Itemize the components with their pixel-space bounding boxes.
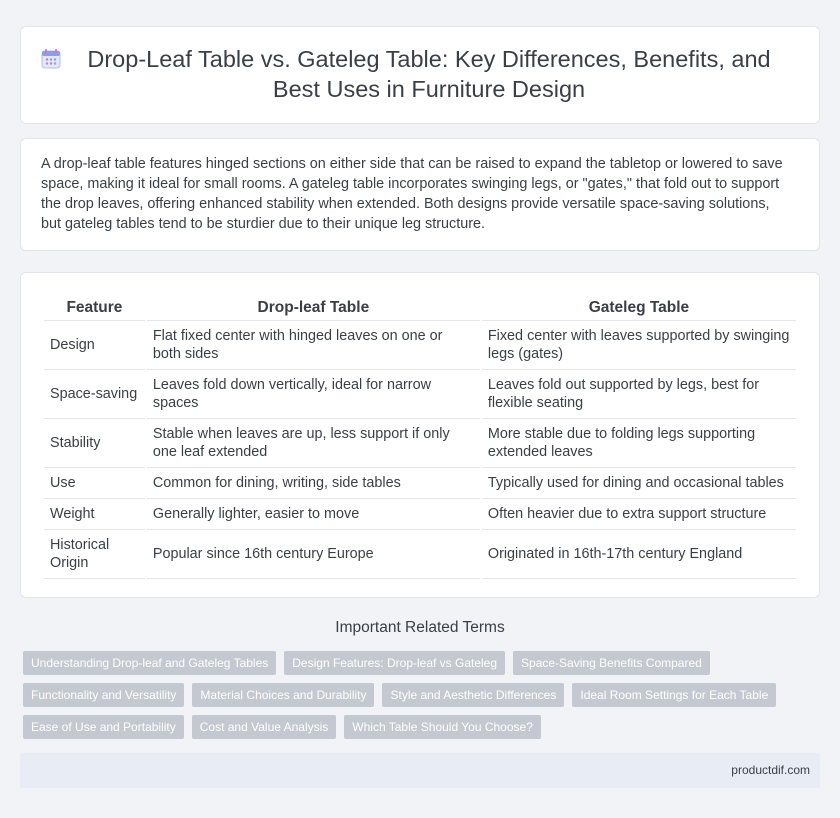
comparison-card: [20, 272, 820, 598]
gateleg-cell: Fixed center with leaves supported by swinging legs (gates): [482, 321, 796, 370]
page-title: Drop-Leaf Table vs. Gateleg Table: Key Differences, Benefits, and Best Uses in Furniture Design: [87, 46, 771, 102]
header-drop-leaf: Drop-leaf Table: [147, 295, 480, 321]
gateleg-cell: Often heavier due to extra support structure: [482, 499, 796, 530]
related-tag[interactable]: Space-Saving Benefits Compared: [513, 651, 710, 675]
table-row: [44, 321, 796, 370]
drop-leaf-cell: Flat fixed center with hinged leaves on one or both sides: [147, 321, 480, 370]
calendar-icon: [40, 48, 62, 70]
header-card: [20, 26, 820, 124]
header-gateleg: Gateleg Table: [482, 295, 796, 321]
gateleg-cell: Leaves fold out supported by legs, best for flexible seating: [482, 370, 796, 419]
feature-cell: Historical Origin: [44, 530, 145, 579]
related-tag[interactable]: Material Choices and Durability: [192, 683, 374, 707]
site-name: productdif.com: [731, 763, 810, 777]
intro-paragraph: A drop-leaf table features hinged sections on either side that can be raised to expand the tabletop or lowered to save space, making it ideal for small rooms. A gateleg table incorporates swinging legs, or "gates," that fold out to support the drop leaves, offering enhanced stability when extended. Both designs provide versatile space-saving solutions, but gateleg tables tend to be sturdier due to their unique leg structure.: [41, 156, 783, 232]
related-tag[interactable]: Ease of Use and Portability: [23, 715, 184, 739]
header-feature: Feature: [44, 295, 145, 321]
table-row: [44, 370, 796, 419]
related-tag[interactable]: Design Features: Drop-leaf vs Gateleg: [284, 651, 505, 675]
related-tag[interactable]: Ideal Room Settings for Each Table: [572, 683, 776, 707]
related-tag[interactable]: Style and Aesthetic Differences: [382, 683, 564, 707]
tag-row: [23, 715, 823, 739]
feature-cell: Use: [44, 468, 145, 499]
gateleg-cell: More stable due to folding legs supporting extended leaves: [482, 419, 796, 468]
related-tag[interactable]: Which Table Should You Choose?: [344, 715, 541, 739]
drop-leaf-cell: Stable when leaves are up, less support if only one leaf extended: [147, 419, 480, 468]
gateleg-cell: Originated in 16th-17th century England: [482, 530, 796, 579]
drop-leaf-cell: Popular since 16th century Europe: [147, 530, 480, 579]
feature-cell: Design: [44, 321, 145, 370]
related-tag[interactable]: Cost and Value Analysis: [192, 715, 337, 739]
gateleg-cell: Typically used for dining and occasional tables: [482, 468, 796, 499]
feature-cell: Stability: [44, 419, 145, 468]
comparison-table: [42, 295, 798, 579]
tag-row: [23, 683, 823, 707]
drop-leaf-cell: Common for dining, writing, side tables: [147, 468, 480, 499]
table-row: [44, 530, 796, 579]
related-terms-list: [23, 651, 823, 747]
tag-row: [23, 651, 823, 675]
table-header-row: [44, 295, 796, 321]
drop-leaf-cell: Leaves fold down vertically, ideal for narrow spaces: [147, 370, 480, 419]
related-tag[interactable]: Functionality and Versatility: [23, 683, 184, 707]
related-tag[interactable]: Understanding Drop-leaf and Gateleg Tables: [23, 651, 276, 675]
feature-cell: Weight: [44, 499, 145, 530]
intro-card: [20, 138, 820, 251]
drop-leaf-cell: Generally lighter, easier to move: [147, 499, 480, 530]
table-row: [44, 419, 796, 468]
related-terms-title: Important Related Terms: [335, 619, 505, 636]
table-row: [44, 499, 796, 530]
feature-cell: Space-saving: [44, 370, 145, 419]
footer: [20, 753, 820, 788]
table-row: [44, 468, 796, 499]
